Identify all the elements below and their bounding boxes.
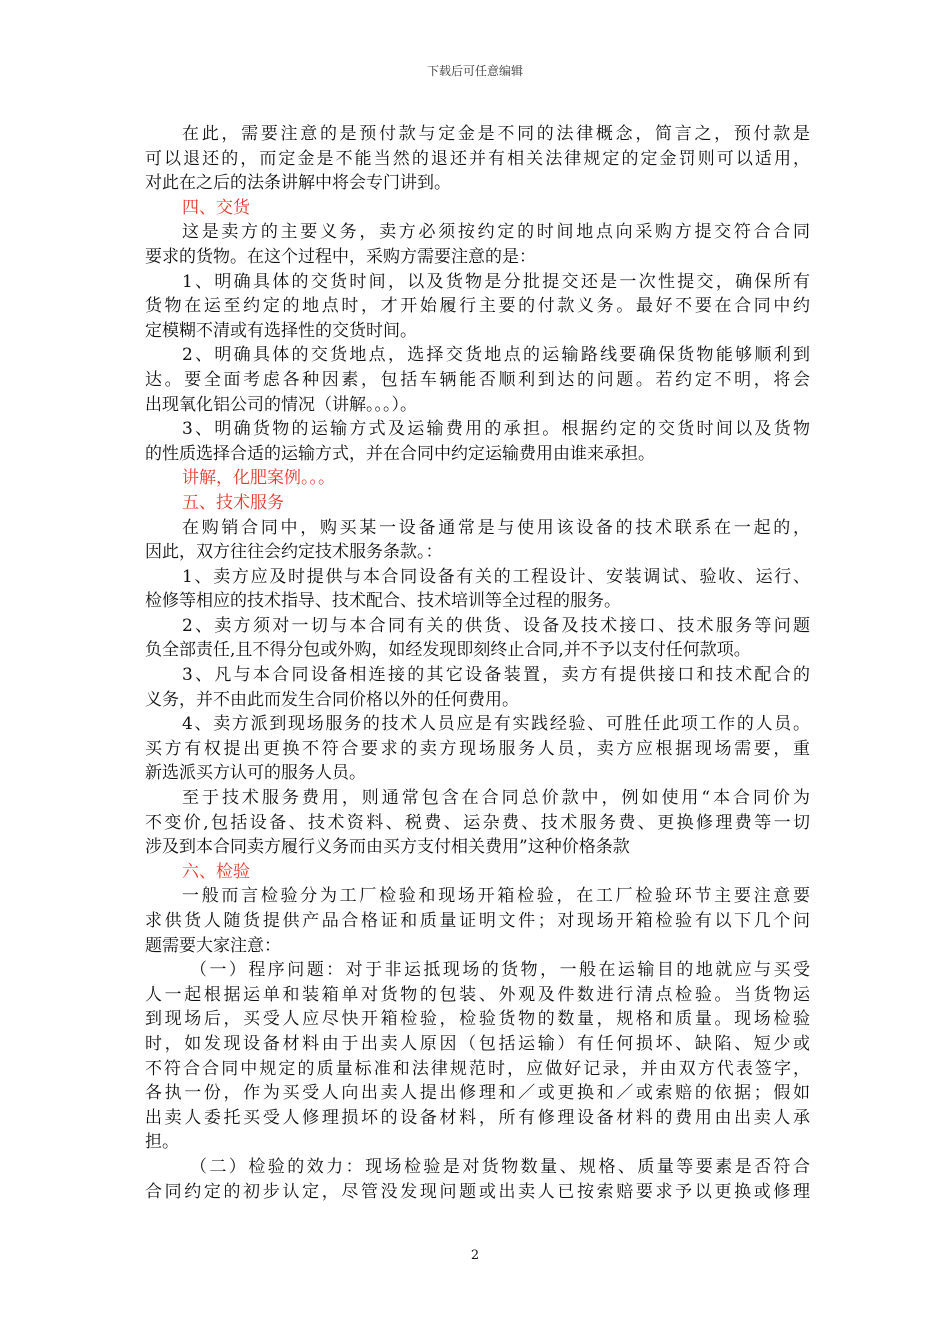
paragraph-line: 担。	[145, 1132, 179, 1153]
paragraph-line: 达。要全面考虑各种因素，包括车辆能否顺利到达的问题。若约定不明，将会	[145, 369, 810, 390]
paragraph-line: 至于技术服务费用，则通常包含在合同总价款中，例如使用“本合同价为	[182, 788, 810, 809]
paragraph-line: 新选派买方认可的服务人员。	[145, 763, 366, 784]
paragraph-line: 定模糊不清或有选择性的交货时间。	[145, 320, 417, 341]
document-body	[145, 122, 810, 1204]
paragraph-line: 买方有权提出更换不符合要求的卖方现场服务人员，卖方应根据现场需要，重	[145, 738, 810, 759]
paragraph-line: 负全部责任,且不得分包或外购，如经发现即刻终止合同,并不予以支付任何款项。	[145, 640, 751, 661]
paragraph-line: 到现场后，买受人应尽快开箱检验，检验货物的数量，规格和质量。现场检验	[145, 1009, 810, 1030]
paragraph-line: 可以退还的，而定金是不能当然的退还并有相关法律规定的定金罚则可以适用，	[145, 148, 810, 169]
paragraph-line: 各执一份，作为买受人向出卖人提出修理和／或更换和／或索赔的依据；假如	[145, 1083, 810, 1104]
section-heading-technical-service: 五、技术服务	[182, 492, 284, 513]
paragraph-line: 要求的货物。在这个过程中，采购方需要注意的是：	[145, 246, 536, 267]
paragraph-line: 1、明确具体的交货时间，以及货物是分批提交还是一次性提交，确保所有	[182, 271, 810, 292]
paragraph-line: 不符合合同中规定的质量标准和法律规范时，应做好记录，并由双方代表签字，	[145, 1058, 810, 1079]
section-heading-delivery: 四、交货	[182, 197, 250, 218]
paragraph-line: 3、凡与本合同设备相连接的其它设备装置，卖方有提供接口和技术配合的	[182, 665, 810, 686]
paragraph-line: 对此在之后的法条讲解中将会专门讲到。	[145, 173, 451, 194]
paragraph-line: （一）程序问题：对于非运抵现场的货物，一般在运输目的地就应与买受	[190, 960, 810, 981]
paragraph-line: 义务，并不由此而发生合同价格以外的任何费用。	[145, 689, 519, 710]
paragraph-line: 4、卖方派到现场服务的技术人员应是有实践经验、可胜任此项工作的人员。	[182, 714, 810, 735]
paragraph-line: 3、明确货物的运输方式及运输费用的承担。根据约定的交货时间以及货物	[182, 419, 810, 440]
paragraph-line: 涉及到本合同卖方履行义务而由买方支付相关费用”这种价格条款	[145, 837, 630, 858]
paragraph-line: 出现氧化铝公司的情况（讲解。。。）。	[145, 394, 417, 415]
paragraph-line: 2、卖方须对一切与本合同有关的供货、设备及技术接口、技术服务等问题	[182, 615, 810, 636]
paragraph-line: 1、卖方应及时提供与本合同设备有关的工程设计、安装调试、验收、运行、	[182, 566, 810, 587]
paragraph-line: 人一起根据运单和装箱单对货物的包装、外观及件数进行清点检验。当货物运	[145, 984, 810, 1005]
paragraph-line: 出卖人委托买受人修理损坏的设备材料，所有修理设备材料的费用由出卖人承	[145, 1107, 810, 1128]
paragraph-line: 检修等相应的技术指导、技术配合、技术培训等全过程的服务。	[145, 591, 621, 612]
paragraph-line: 这是卖方的主要义务，卖方必须按约定的时间地点向采购方提交符合合同	[182, 222, 810, 243]
paragraph-line: （二）检验的效力：现场检验是对货物数量、规格、质量等要素是否符合	[190, 1156, 810, 1177]
paragraph-line: 时，如发现设备材料由于出卖人原因（包括运输）有任何损坏、缺陷、短少或	[145, 1033, 810, 1054]
case-note: 讲解，化肥案例。。。	[182, 468, 335, 489]
paragraph-line: 求供货人随货提供产品合格证和质量证明文件；对现场开箱检验有以下几个问	[145, 911, 810, 931]
paragraph-line: 题需要大家注意：	[145, 935, 281, 956]
paragraph-line: 不变价,包括设备、技术资料、税费、运杂费、技术服务费、更换修理费等一切	[145, 812, 810, 833]
paragraph-line: 的性质选择合适的运输方式，并在合同中约定运输费用由谁来承担。	[145, 443, 655, 464]
paragraph-line: 合同约定的初步认定，尽管没发现问题或出卖人已按索赔要求予以更换或修理	[145, 1181, 810, 1202]
paragraph-line: 2、明确具体的交货地点，选择交货地点的运输路线要确保货物能够顺利到	[182, 345, 810, 366]
section-heading-inspection: 六、检验	[182, 861, 250, 882]
paragraph-line: 一般而言检验分为工厂检验和现场开箱检验，在工厂检验环节主要注意要	[182, 886, 810, 907]
paragraph-line: 在购销合同中，购买某一设备通常是与使用该设备的技术联系在一起的，	[182, 517, 810, 538]
paragraph-line: 因此，双方往往会约定技术服务条款。：	[145, 542, 443, 563]
page-number: 2	[470, 1248, 480, 1263]
page-header: 下载后可任意编辑	[426, 64, 523, 78]
paragraph-line: 货物在运至约定的地点时，才开始履行主要的付款义务。最好不要在合同中约	[145, 296, 810, 317]
paragraph-line: 在此，需要注意的是预付款与定金是不同的法律概念，简言之，预付款是	[182, 124, 810, 144]
